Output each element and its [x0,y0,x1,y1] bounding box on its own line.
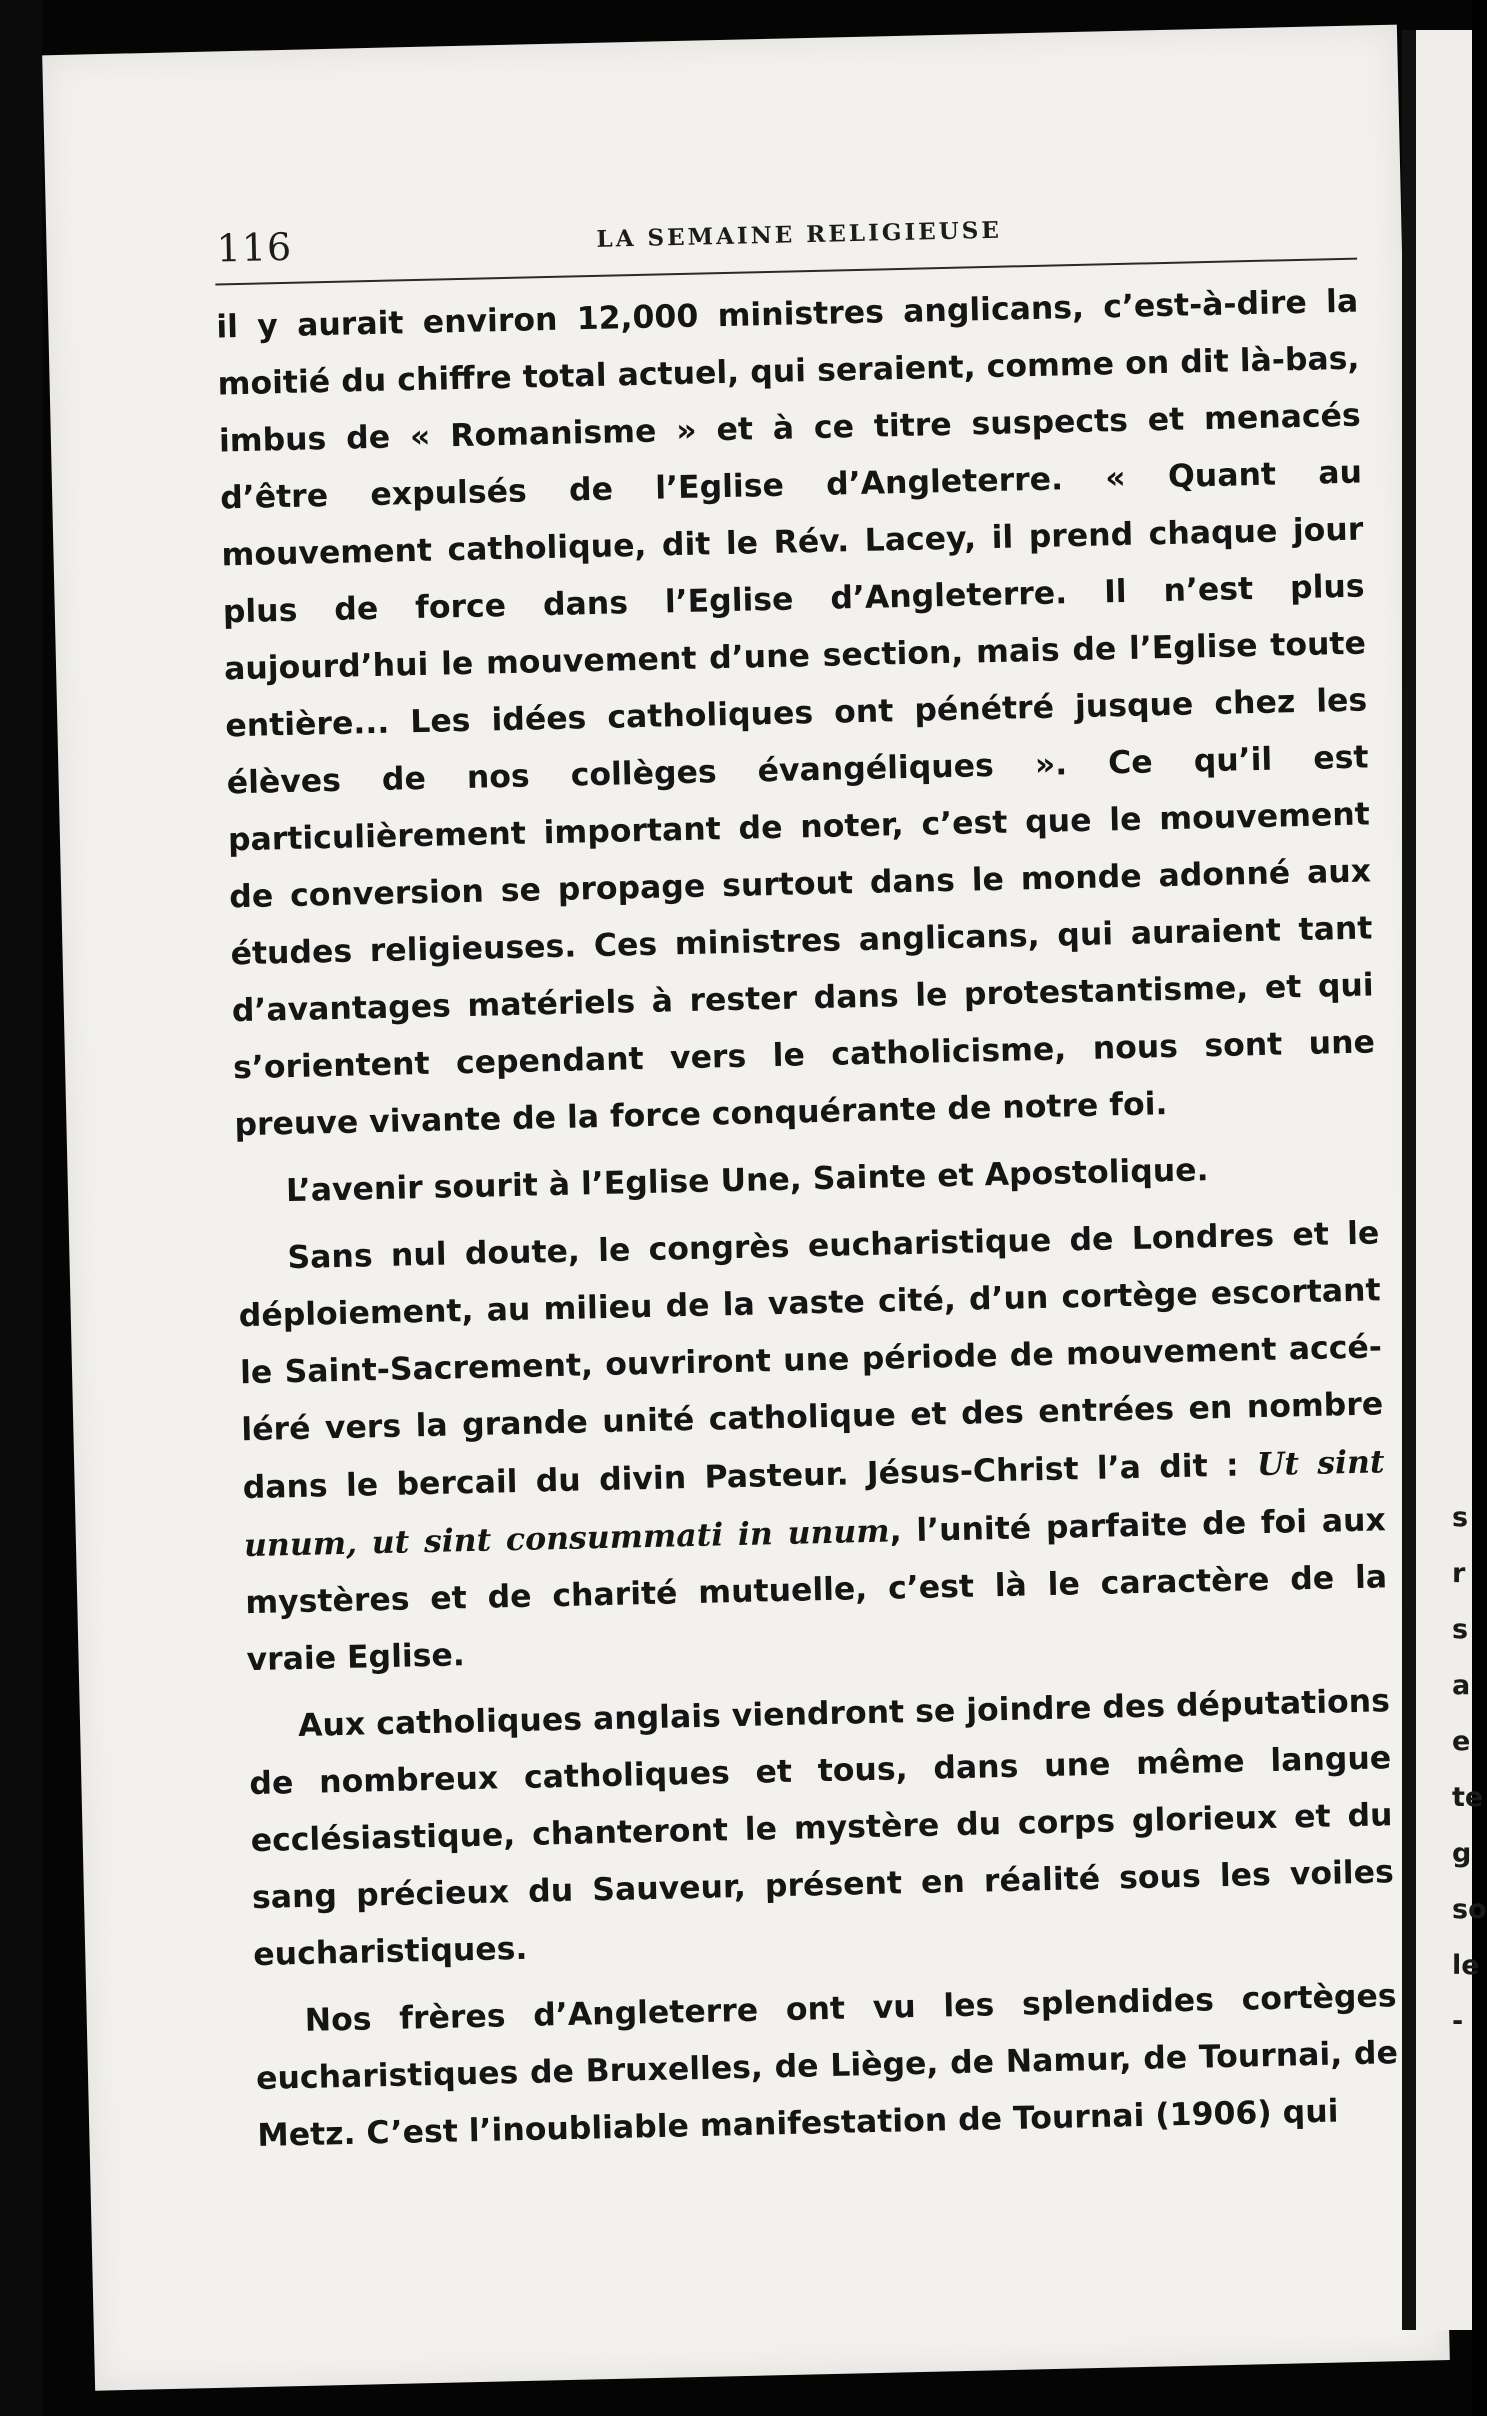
edge-letter: a [1452,1670,1471,1701]
running-title: LA SEMAINE RELIGIEUSE [596,216,1003,253]
edge-letter: - [1452,2006,1464,2037]
scan-margin [0,0,42,2416]
paragraph-continued: il y aurait environ 12,000 ministres anglicans, c’est-à-dire la moitié du chiffre total actuel, qui seraient, comme on dit là-bas, imbus de « Romanisme » et à ce titre suspects et menacés d’être expulsés de l’Eglise d’Angleterre. « Quant au mouvement catholique, dit le Rév. Lacey, il prend chaque jour plus de force dans l’Eglise d’Angleterre. Il n’est plus aujourd’hui le mouvement d’une section, mais de l’Eglise toute entière... Les idées catholiques ont pénétré jusque chez les élèves de nos collèges évangéliques ». Ce qu’il est particulièrement important de noter, c’est que le mouvement de conversion se propage surtout dans le monde adonné aux études religieuses. Ces ministres anglicans, qui auraient tant d’avantages matériels à rester dans le protestantisme, et qui s’orientent cependant vers le catholicisme, nous sont une preuve vivante de la force conquérante de notre foi. [215,283,1376,1144]
paragraph-text: , l’unité parfaite de foi aux mystères et de charité mutuelle, c’est là le caractère de la vraie Eglise. [244,1502,1388,1679]
edge-letter: e [1452,1726,1471,1757]
edge-letter: te [1452,1782,1484,1813]
book-page [42,25,1450,2391]
binding-shadow [1402,30,1416,2330]
paragraph: L’avenir sourit à l’Eglise Une, Sainte et Apostolique. [285,1152,1209,1210]
adjacent-page-edge [1402,30,1487,2330]
latin-quotation: Ut sint unum, ut sint consummati in unum [243,1443,1385,1565]
paragraph: Nos frères d’Angleterre ont vu les splendides cortèges eucharistiques de Bruxelles, de Liège, de Namur, de Tournai, de Metz. C’est l’inoubliable manifestation de Tournai (1906) qui [255,1978,1399,2155]
paragraph: Aux catholiques anglais viendront se joindre des députations de nombreux catholiques et tous, dans une même langue ecclésiastique, chanteront le mystère du corps glorieux et du sang précieux du Sauveur, présent en réalité sous les voiles eucharistiques. [249,1683,1395,1974]
adjacent-page-letters [1452,1490,1487,2050]
edge-letter: s [1452,1614,1469,1645]
paragraph-text: Sans nul doute, le congrès eucharistique de Londres et le déploiement, au milieu de la vaste cité, d’un cortège escortant le Saint-Sacrement, ouvriront une période de mouvement accéléré vers la grande unité catholique et des entrées en nombre dans le bercail du divin Pasteur. Jésus-Christ l’a dit : [238,1215,1384,1507]
edge-letter: g [1452,1838,1472,1869]
edge-letter: le [1452,1950,1480,1981]
edge-letter: s [1452,1502,1469,1533]
page-number: 116 [216,224,293,271]
paragraph [237,1205,1389,1689]
edge-letter: so [1452,1894,1487,1925]
edge-letter: r [1452,1558,1466,1589]
body-text [216,274,1400,2165]
